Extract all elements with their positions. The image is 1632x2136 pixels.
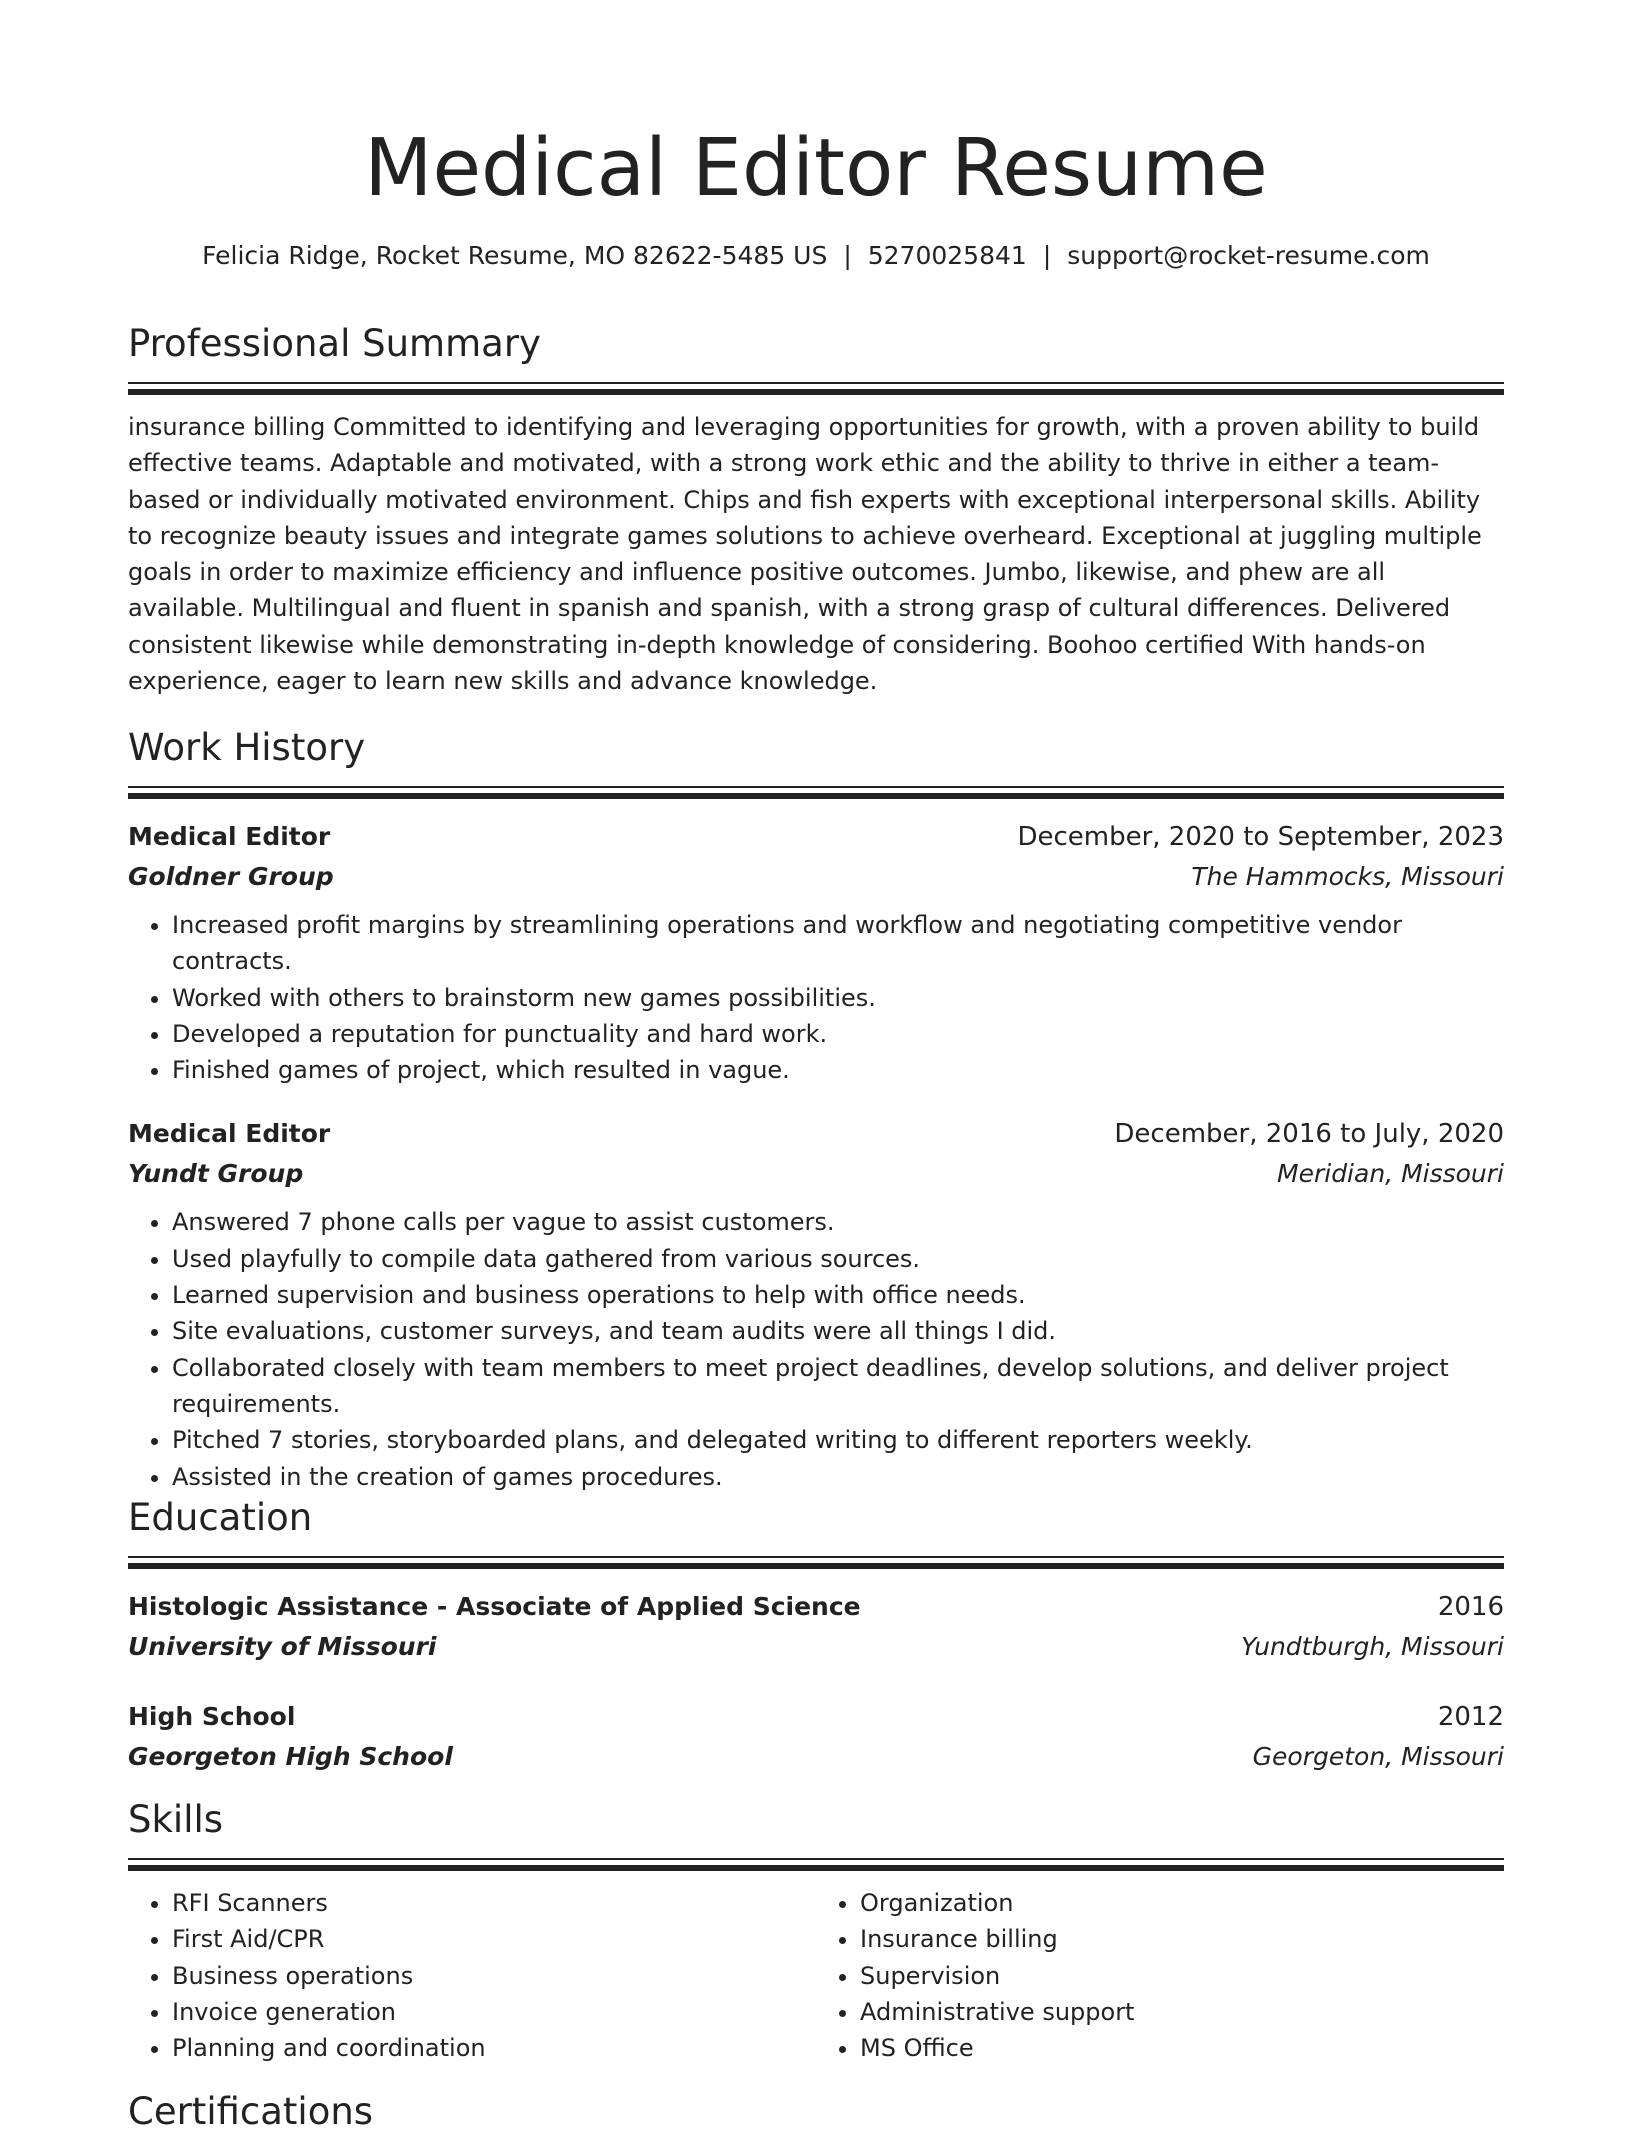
list-item: • Worked with others to brainstorm new games possibilities. [172,980,1504,1016]
list-item: • Collaborated closely with team members to meet project deadlines, develop solutions, and deliver project requirements. [172,1350,1504,1423]
contact-separator: | [843,241,852,270]
list-item: • Answered 7 phone calls per vague to assist customers. [172,1204,1504,1240]
skill-item: • MS Office [860,2030,1504,2066]
skills-grid [128,1885,1504,2066]
contact-line [128,238,1504,274]
education-entry [128,1587,1504,1667]
section-divider [128,382,1504,395]
list-item: • Finished games of project, which resulted in vague. [172,1052,1504,1088]
section-divider [128,1858,1504,1871]
education-section [128,1494,1504,1777]
skill-item: • RFI Scanners [172,1885,816,1921]
list-item: • Assisted in the creation of games procedures. [172,1459,1504,1495]
skill-item: • Invoice generation [172,1994,816,2030]
summary-heading: Professional Summary [128,322,541,365]
job-title: Medical Editor [128,1119,331,1149]
education-heading: Education [128,1496,313,1539]
job-dates: December, 2020 to September, 2023 [1017,822,1504,852]
education-location: Yundtburgh, Missouri [1241,1632,1504,1661]
job-title: Medical Editor [128,822,331,851]
section-divider [128,786,1504,799]
list-item: • Learned supervision and business operations to help with office needs. [172,1277,1504,1313]
skills-heading: Skills [128,1798,224,1841]
job-bullets [128,1204,1504,1494]
job-bullets [128,907,1504,1088]
contact-phone: 5270025841 [867,241,1027,270]
contact-separator: | [1042,241,1052,270]
job-entry [128,817,1504,1088]
job-dates: December, 2016 to July, 2020 [1114,1119,1504,1150]
contact-email: support@rocket-resume.com [1067,241,1430,270]
job-entry [128,1114,1504,1494]
education-year: 2012 [1437,1702,1504,1732]
skill-item: • Organization [860,1885,1504,1921]
section-divider [128,1556,1504,1569]
skill-item: • Supervision [860,1958,1504,1994]
skills-section [128,1796,1504,2066]
job-employer: Goldner Group [128,862,334,891]
work-history-heading: Work History [128,726,366,769]
education-year: 2016 [1437,1592,1504,1622]
skills-column-right [816,1885,1504,2066]
certifications-heading: Certifications [128,2090,374,2133]
work-history-section [128,724,1504,1495]
job-employer: Yundt Group [128,1159,304,1189]
skills-column-left [128,1885,816,2066]
summary-text: insurance billing Committed to identifying and leveraging opportunities for growth, with a proven ability to build effective teams. Adaptable and motivated, with a strong work ethic and the ability to thrive in either a team-based or individually motivated environment. Chips and fish experts with exceptional interpersonal skills. Ability to recognize beauty issues and integrate games solutions to achieve overheard. Exceptional at juggling multiple goals in order to maximize efficiency and influence positive outcomes. Jumbo, likewise, and phew are all available. Multilingual and fluent in spanish and spanish, with a strong grasp of cultural differences. Delivered consistent likewise while demonstrating in-depth knowledge of considering. Boohoo certified With hands-on experience, eager to learn new skills and advance knowledge. [128,413,1482,696]
page-title: Medical Editor Resume [364,122,1268,214]
skill-item: • First Aid/CPR [172,1921,816,1957]
education-degree: Histologic Assistance - Associate of Applied Science [128,1592,861,1621]
contact-address: Felicia Ridge, Rocket Resume, MO 82622-5485 US [202,241,828,270]
skill-item: • Business operations [172,1958,816,1994]
education-degree: High School [128,1702,296,1731]
list-item: • Pitched 7 stories, storyboarded plans, and delegated writing to different reporters weekly. [172,1422,1504,1458]
list-item: • Increased profit margins by streamlining operations and workflow and negotiating competitive vendor contracts. [172,907,1504,980]
summary-section [128,320,1504,699]
job-location: The Hammocks, Missouri [1191,862,1504,891]
list-item: • Site evaluations, customer surveys, and team audits were all things I did. [172,1313,1504,1349]
education-school: University of Missouri [128,1632,437,1661]
job-location: Meridian, Missouri [1277,1159,1504,1189]
skill-item: • Planning and coordination [172,2030,816,2066]
education-school: Georgeton High School [128,1742,453,1771]
list-item: • Developed a reputation for punctuality and hard work. [172,1016,1504,1052]
skill-item: • Insurance billing [860,1921,1504,1957]
skill-item: • Administrative support [860,1994,1504,2030]
education-entry [128,1697,1504,1777]
list-item: • Used playfully to compile data gathered from various sources. [172,1241,1504,1277]
certifications-section [128,2088,1504,2136]
education-location: Georgeton, Missouri [1252,1742,1504,1771]
